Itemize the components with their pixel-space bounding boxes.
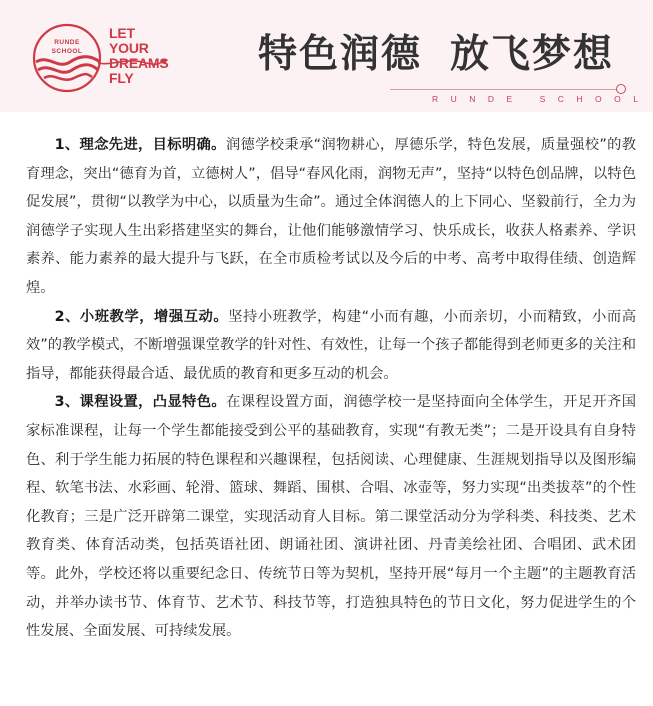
page-title — [258, 30, 614, 80]
subtitle-dot-icon — [616, 84, 626, 94]
article-body — [26, 131, 636, 646]
paragraph-1-lead: 1、理念先进，目标明确。 — [54, 137, 226, 153]
paragraph-2-text: 坚持小班教学，构建“小而有趣，小而亲切，小而精致，小而高效”的教学模式，不断增强课堂教学的针对性、有效性，让每一个孩子都能得到老师更多的关注和指导，都能获得最合适、最优质的教育和更多互动的机会。 — [26, 308, 636, 382]
header-banner — [0, 0, 653, 112]
logo-slogan-line1: LET YOUR — [109, 25, 149, 56]
logo-school-line1: RUNDE — [54, 39, 80, 46]
school-logo — [30, 10, 170, 106]
logo-school-line2: SCHOOL — [51, 48, 83, 55]
paragraph-2-lead: 2、小班教学，增强互动。 — [54, 308, 229, 325]
logo-slogan-line2: DREAMS FLY — [109, 55, 169, 86]
paragraph-3 — [26, 388, 636, 645]
paragraph-1-text: 润德学校秉承“润物耕心，厚德乐学，特色发展，质量强校”的教育理念，突出“德育为首，立德树人”，倡导“春风化雨，润物无声”，坚持“以特色创品牌，以特色促发展”，贯彻“以教学为中心，以质量为生命”。通过全体润德人的上下同心、坚毅前行，全力为润德学子实现人生出彩搭建坚实的舞台，让他们能够激情学习、快乐成长，收获人格素养、学识素养、能力素养的最大提升与飞跃，在全市质检考试以及今后的中考、高考中取得佳绩、创造辉煌。 — [26, 137, 637, 296]
subtitle-divider — [390, 89, 622, 90]
paragraph-3-lead: 3、课程设置，凸显特色。 — [54, 394, 227, 411]
paragraph-2 — [26, 303, 636, 389]
page-title-part2: 放飞梦想 — [450, 32, 615, 77]
logo-slogan — [109, 26, 170, 86]
page-title-part1: 特色润德 — [258, 32, 423, 77]
paragraph-1 — [26, 131, 636, 303]
paragraph-3-text: 在课程设置方面，润德学校一是坚持面向全体学生，开足开齐国家标准课程，让每一个学生都能接受到公平的基础教育，实现“有教无类”；二是开设具有自身特色、利于学生能力拓展的特色课程和兴趣课程，包括阅读、心理健康、生涯规划指导以及图形编程、软笔书法、水彩画、轮滑、篮球、舞蹈、围棋、合唱、冰壶等，努力实现“出类拔萃”的个性化教育；三是广泛开辟第二课堂，实现活动育人目标。第二课堂活动分为学科类、科技类、艺术教育类、体育活动类，包括英语社团、朗诵社团、演讲社团、丹青美绘社团、合唱团、武术团等。此外，学校还将以重要纪念日、传统节日等为契机，坚持开展“每月一个主题”的主题教育活动，并举办读书节、体育节、艺术节、科技节等，打造独具特色的节日文化，努力促进学生的个性发展、全面发展、可持续发展。 — [26, 394, 636, 640]
page-subtitle: RUNDE SCHOOL — [432, 94, 651, 104]
logo-school-text — [40, 38, 94, 56]
